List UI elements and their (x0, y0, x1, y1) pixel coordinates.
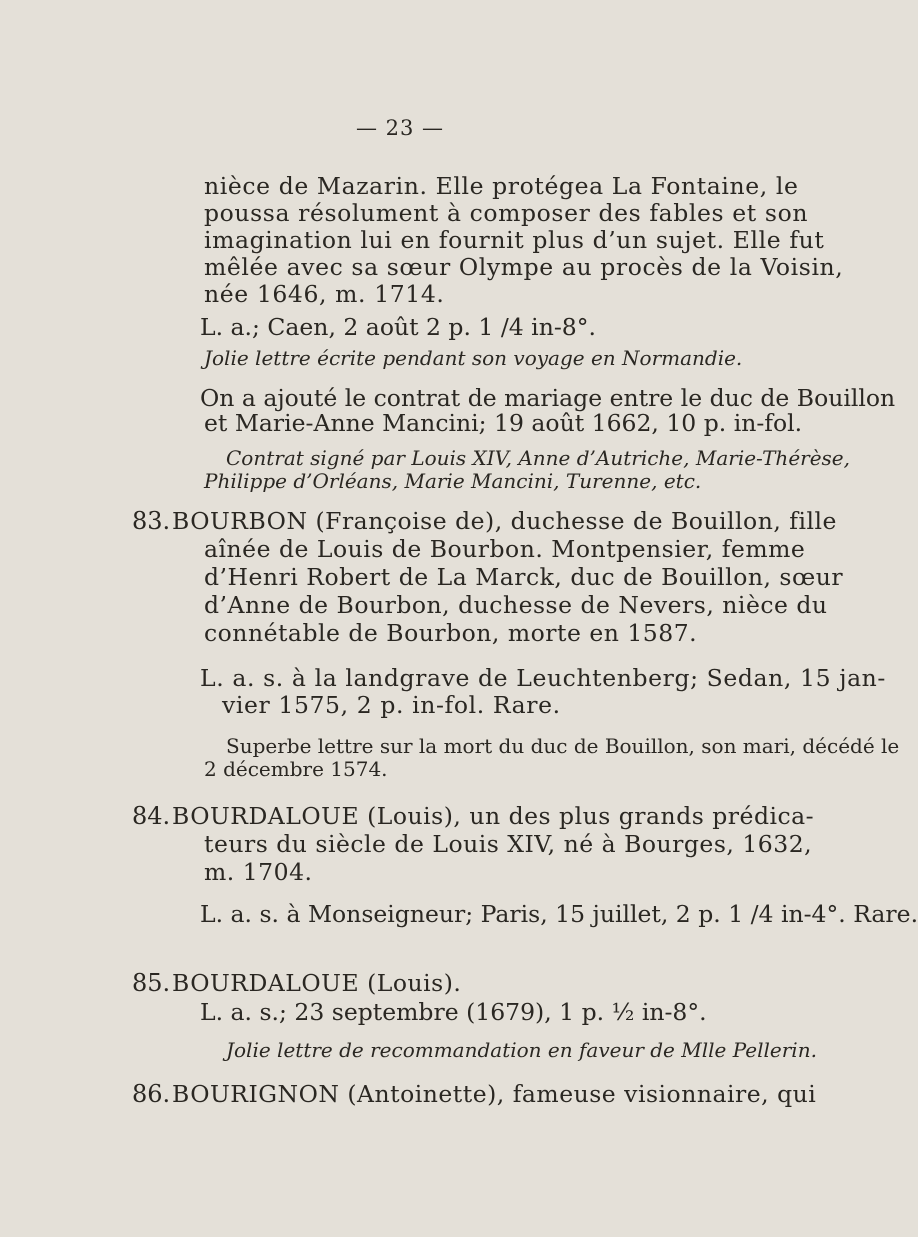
entry-letter-line: L. a. s. à la landgrave de Leuchtenberg; Sedan, 15 jan- (200, 664, 886, 692)
intro-line-5: née 1646, m. 1714. (204, 280, 445, 308)
entry-number: 84. (132, 802, 171, 830)
intro-note: Jolie lettre écrite pendant son voyage en Normandie. (204, 346, 743, 370)
intro-addition-2: et Marie-Anne Mancini; 19 août 1662, 10 p. in-fol. (204, 409, 803, 437)
entry-heading-line: connétable de Bourbon, morte en 1587. (204, 619, 698, 647)
intro-contract-note-2: Philippe d’Orléans, Marie Mancini, Turenne, etc. (204, 469, 702, 493)
intro-letter: L. a.; Caen, 2 août 2 p. 1 /4 in-8°. (200, 313, 596, 341)
intro-line-1: nièce de Mazarin. Elle protégea La Fontaine, le (204, 172, 799, 200)
entry-heading-line: d’Henri Robert de La Marck, duc de Bouillon, sœur (204, 563, 844, 591)
intro-line-4: mêlée avec sa sœur Olympe au procès de la Voisin, (204, 253, 844, 281)
intro-line-3: imagination lui en fournit plus d’un sujet. Elle fut (204, 226, 825, 254)
intro-addition-1: On a ajouté le contrat de mariage entre le duc de Bouillon (200, 384, 896, 412)
entry-heading-line: BOURDALOUE (Louis). (172, 969, 462, 997)
entry-heading-line: m. 1704. (204, 858, 313, 886)
entry-letter-line: L. a. s. à Monseigneur; Paris, 15 juillet, 2 p. 1 /4 in-4°. Rare. (200, 900, 918, 928)
intro-line-2: poussa résolument à composer des fables et son (204, 199, 809, 227)
entry-heading-line: BOURBON (Françoise de), duchesse de Bouillon, fille (172, 507, 837, 535)
entry-heading-line: BOURDALOUE (Louis), un des plus grands prédica- (172, 802, 815, 830)
entry-note-line: Jolie lettre de recommandation en faveur de Mlle Pellerin. (226, 1038, 817, 1062)
entry-heading-line: d’Anne de Bourbon, duchesse de Nevers, nièce du (204, 591, 828, 619)
entry-letter-line: L. a. s.; 23 septembre (1679), 1 p. ½ in-8°. (200, 998, 707, 1026)
entry-heading-line: BOURIGNON (Antoinette), fameuse visionnaire, qui (172, 1080, 817, 1108)
entry-heading-line: teurs du siècle de Louis XIV, né à Bourges, 1632, (204, 830, 813, 858)
entry-number: 86. (132, 1080, 171, 1108)
entry-number: 85. (132, 969, 171, 997)
entry-letter-line: vier 1575, 2 p. in-fol. Rare. (222, 691, 561, 719)
entry-note-line: Superbe lettre sur la mort du duc de Bouillon, son mari, décédé le (226, 734, 900, 758)
intro-contract-note-1: Contrat signé par Louis XIV, Anne d’Autriche, Marie-Thérèse, (226, 446, 851, 470)
page-number: — 23 — (355, 116, 445, 140)
entry-heading-line: aînée de Louis de Bourbon. Montpensier, femme (204, 535, 806, 563)
entry-number: 83. (132, 507, 171, 535)
entry-note-line: 2 décembre 1574. (204, 757, 388, 781)
